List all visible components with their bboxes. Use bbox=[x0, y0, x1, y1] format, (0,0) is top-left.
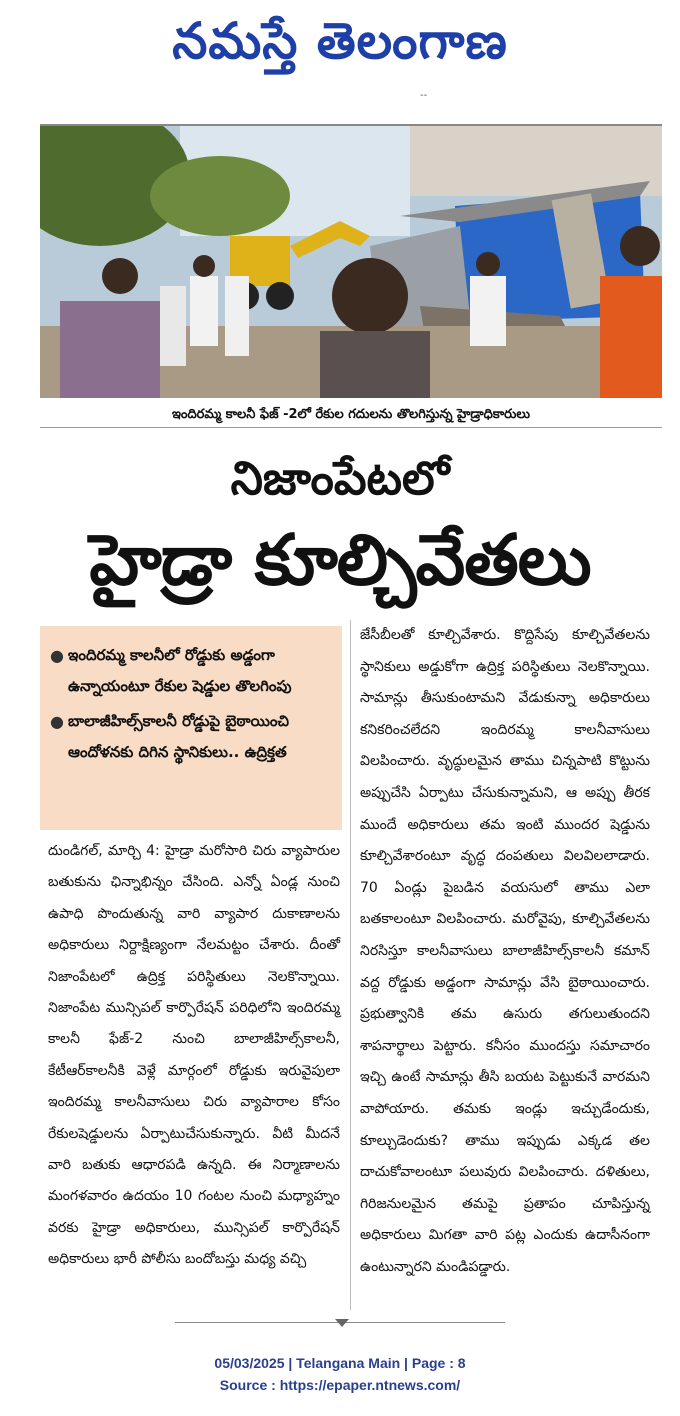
article-body-left bbox=[48, 836, 340, 1276]
demolition-photo-illustration bbox=[40, 126, 662, 398]
headline-kicker: నిజాంపేటలో bbox=[230, 451, 450, 505]
article-body-right bbox=[360, 620, 650, 1283]
highlight-text: ఇందిరమ్మ కాలనీలో రోడ్డుకు అడ్డంగా ఉన్నాయంటూ రేకుల షెడ్డుల తొలగింపు bbox=[68, 646, 292, 695]
highlight-text: బాలాజీహిల్స్‌కాలనీ రోడ్డుపై బైఠాయించి ఆందోళనకు దిగిన స్థానికులు.. ఉద్రిక్తత bbox=[68, 712, 290, 761]
bullet-icon: ● bbox=[50, 712, 64, 731]
newspaper-logo: నమస్తే తెలంగాణ bbox=[172, 11, 508, 70]
headline-main: హైడ్రా కూల్చివేతలు bbox=[89, 519, 591, 601]
article-paragraph: జేసీబీలతో కూల్చివేశారు. కొద్దిసేపు కూల్చివేతలను స్థానికులు అడ్డుకోగా ఉద్రిక్త పరిస్థితులు నెలకొన్నాయి. సామాన్లు తీసుకుంటామని వేడుకున్నా అధికారులు కనికరించలేదని ఇందిరమ్మ కాలనీవాసులు విలపించారు. వృద్ధులమైన తాము చిన్నపాటి కొట్టును అప్పుచేసి ఏర్పాటు చేసుకున్నామని, ఆ అప్పు తీరక ముందే అధికారులు తమ ఇంటి ముందర షెడ్డును కూల్చివేశారంటూ వృద్ధ దంపతులు విలవిలలాడారు. 70 ఏండ్లు పైబడిన వయసులో తాము ఎలా బతకాలంటూ విలపించారు. మరోవైపు, కూల్చివేతలను నిరసిస్తూ కాలనీవాసులు బాలాజీహిల్స్‌కాలనీ కమాన్ వద్ద రోడ్డుకు అడ్డంగా సామాన్లు వేసి బైఠాయించారు. ప్రభుత్వానికి తమ ఉసురు తగులుతుందని శాపనార్థాలు పెట్టారు. కనీసం ముందస్తు సమాచారం ఇచ్చి ఉంటే సామాన్లు తీసి బయట పెట్టుకునే వారమని వాపోయారు. తమకు ఇండ్లు ఇచ్చుడేందుకు, కూల్చుడెందుకు? తాము ఇప్పుడు ఎక్కడ తల దాచుకోవాలంటూ పలువురు విలపించారు. దళితులు, గిరిజనులమైన తమపై ప్రతాపం చూపిస్తున్న అధికారులు మిగతా వారి పట్ల ఎందుకు ఉదాసీనంగా ఉంటున్నారని మండిపడ్డారు. bbox=[360, 627, 650, 1275]
footer-edition: 05/03/2025 | Telangana Main | Page : 8 bbox=[214, 1355, 466, 1371]
footer-source: Source : https://epaper.ntnews.com/ bbox=[219, 1377, 461, 1393]
column-divider bbox=[350, 620, 351, 1310]
highlight-item bbox=[50, 640, 332, 702]
masthead-dash: -- bbox=[420, 90, 428, 101]
bullet-icon: ● bbox=[50, 646, 64, 665]
highlight-item bbox=[50, 706, 332, 768]
photo-caption: ఇందిరమ్మ కాలనీ ఫేజ్ -2లో రేకుల గదులను తొలగిస్తున్న హైడ్రాధికారులు bbox=[40, 402, 662, 428]
end-arrow-icon bbox=[335, 1319, 349, 1327]
article-paragraph: దుండిగల్, మార్చి 4: హైడ్రా మరోసారి చిరు వ్యాపారుల బతుకును ఛిన్నాభిన్నం చేసింది. ఎన్నో ఏండ్ల నుంచి ఉపాధి పొందుతున్న వారి వ్యాపార దుకాణాలను అధికారులు నిర్దాక్షిణ్యంగా నేలమట్టం చేశారు. దీంతో నిజాంపేటలో ఉద్రిక్త పరిస్థితులు నెలకొన్నాయి. నిజాంపేట మున్సిపల్ కార్పొరేషన్ పరిధిలోని ఇందిరమ్మ కాలనీ ఫేజ్-2 నుంచి బాలాజీహిల్స్‌కాలనీ, కేటీఆర్‌కాలనీకి వెళ్లే మార్గంలో రోడ్డుకు ఇరువైపులా ఇందిరమ్మ కాలనీవాసులు చిరు వ్యాపారాల కోసం రేకులషెడ్డులను ఏర్పాటుచేసుకున్నారు. వీటి మీదనే వారి బతుకు ఆధారపడి ఉన్నది. ఈ నిర్మాణాలను మంగళవారం ఉదయం 10 గంటల నుంచి మధ్యాహ్నం వరకు హైడ్రా అధికారులు, మున్సిపల్ కార్పొరేషన్ అధికారులు భారీ పోలీసు బందోబస్తు మధ్య వచ్చి bbox=[48, 843, 340, 1268]
masthead bbox=[0, 0, 680, 100]
news-photo bbox=[40, 124, 662, 398]
article-end-rule bbox=[175, 1322, 505, 1323]
footer bbox=[0, 1352, 680, 1396]
highlights-box bbox=[40, 626, 342, 830]
